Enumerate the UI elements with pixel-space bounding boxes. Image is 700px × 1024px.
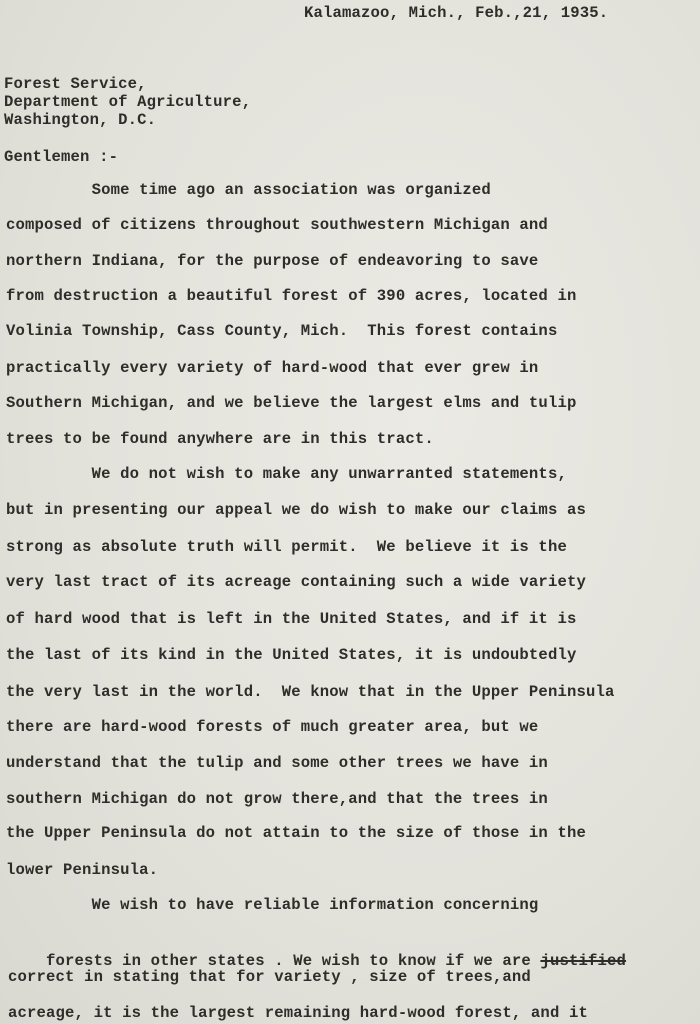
body-line: We wish to have reliable information concerning bbox=[6, 896, 539, 914]
body-line: but in presenting our appeal we do wish to make our claims as bbox=[6, 501, 586, 519]
body-line: strong as absolute truth will permit. We believe it is the bbox=[6, 538, 567, 556]
body-line: correct in stating that for variety , size of trees,and bbox=[8, 968, 531, 986]
address-line: Washington, D.C. bbox=[4, 111, 157, 129]
body-line: acreage, it is the largest remaining hard-wood forest, and it bbox=[8, 1004, 588, 1022]
struck-word: justified bbox=[540, 952, 627, 970]
body-line: the very last in the world. We know that in the Upper Peninsula bbox=[6, 683, 615, 701]
body-line: understand that the tulip and some other trees we have in bbox=[6, 754, 548, 772]
salutation: Gentlemen :- bbox=[4, 148, 119, 166]
body-line: Some time ago an association was organized bbox=[6, 181, 491, 199]
body-line: very last tract of its acreage containing such a wide variety bbox=[6, 573, 586, 591]
body-line: southern Michigan do not grow there,and that the trees in bbox=[6, 790, 548, 808]
body-line: Southern Michigan, and we believe the largest elms and tulip bbox=[6, 394, 577, 412]
body-line: northern Indiana, for the purpose of endeavoring to save bbox=[6, 252, 539, 270]
body-line: lower Peninsula. bbox=[6, 861, 159, 879]
body-line: trees to be found anywhere are in this tract. bbox=[6, 430, 434, 448]
body-line: from destruction a beautiful forest of 390 acres, located in bbox=[6, 287, 577, 305]
address-line: Forest Service, bbox=[4, 75, 147, 93]
body-line: Volinia Township, Cass County, Mich. This forest contains bbox=[6, 322, 558, 340]
body-line: the Upper Peninsula do not attain to the size of those in the bbox=[6, 824, 586, 842]
address-line: Department of Agriculture, bbox=[4, 93, 252, 111]
body-line: composed of citizens throughout southwestern Michigan and bbox=[6, 216, 548, 234]
body-line: of hard wood that is left in the United States, and if it is bbox=[6, 610, 577, 628]
body-line: the last of its kind in the United States, it is undoubtedly bbox=[6, 646, 577, 664]
body-line: there are hard-wood forests of much greater area, but we bbox=[6, 718, 539, 736]
body-line: We do not wish to make any unwarranted statements, bbox=[6, 465, 567, 483]
body-text: forests in other states . We wish to know if we are bbox=[46, 952, 541, 970]
body-line: practically every variety of hard-wood that ever grew in bbox=[6, 359, 539, 377]
dateline: Kalamazoo, Mich., Feb.,21, 1935. bbox=[304, 4, 609, 22]
